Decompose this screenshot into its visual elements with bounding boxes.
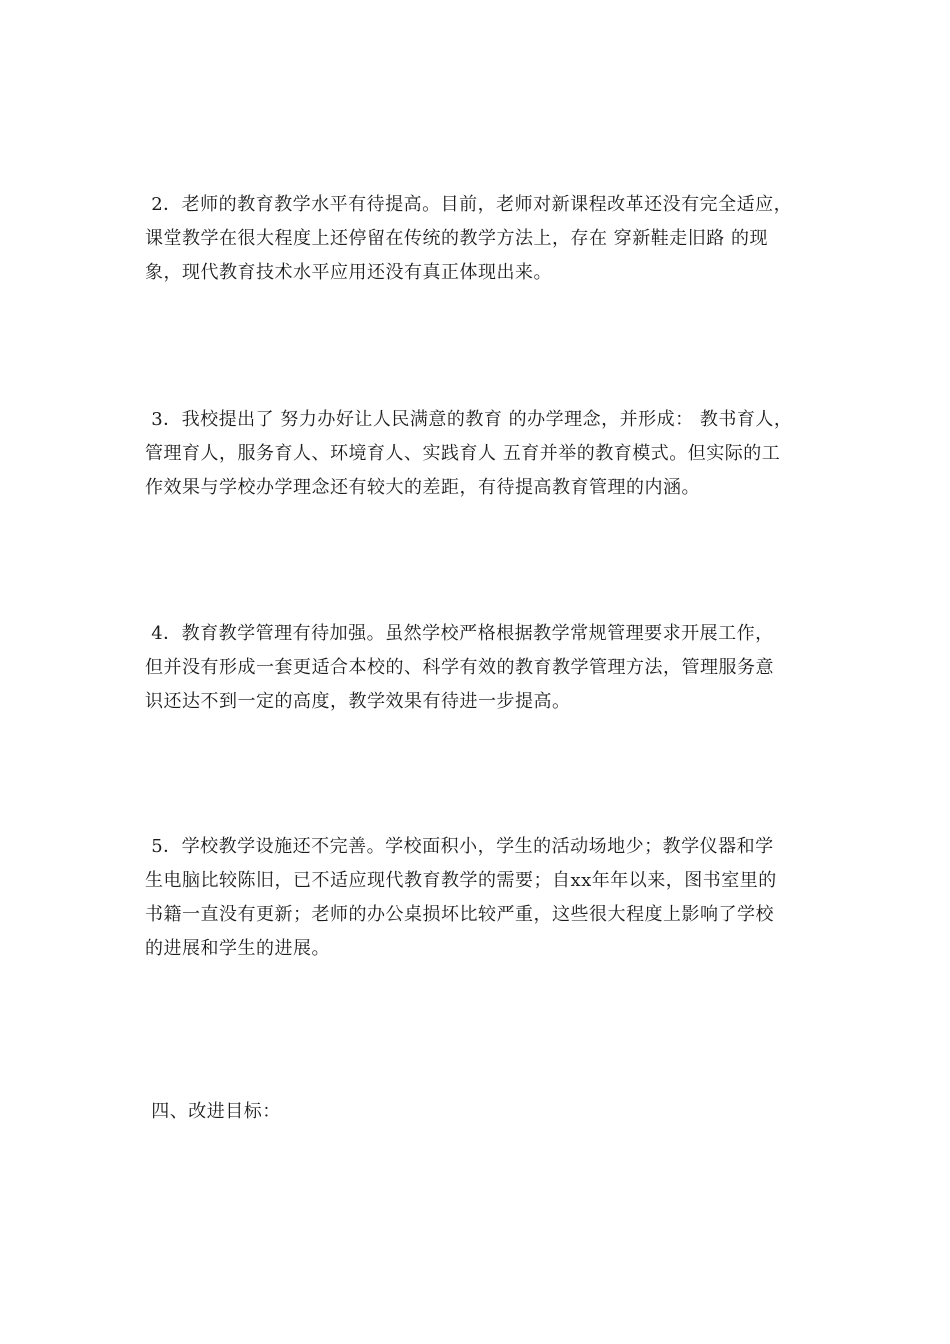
paragraph-line: 识还达不到一定的高度，教学效果有待进一步提高。	[145, 691, 571, 712]
paragraph-item-4	[145, 617, 815, 719]
paragraph-item-3	[145, 403, 815, 505]
paragraph-line: 4．教育教学管理有待加强。虽然学校严格根据教学常规管理要求开展工作，	[145, 623, 774, 644]
paragraph-line: 的进展和学生的进展。	[145, 938, 330, 959]
paragraph-line: 2．老师的教育教学水平有待提高。目前，老师对新课程改革还没有完全适应，	[145, 194, 793, 215]
paragraph-line: 课堂教学在很大程度上还停留在传统的教学方法上，存在 穿新鞋走旧路 的现	[145, 228, 768, 249]
paragraph-line: 但并没有形成一套更适合本校的、科学有效的教育教学管理方法，管理服务意	[145, 657, 774, 678]
paragraph-item-2	[145, 188, 815, 290]
paragraph-line: 书籍一直没有更新；老师的办公桌损坏比较严重，这些很大程度上影响了学校	[145, 904, 774, 925]
paragraph-line: 象，现代教育技术水平应用还没有真正体现出来。	[145, 262, 552, 283]
section-heading: 四、改进目标：	[145, 1101, 281, 1122]
paragraph-item-5	[145, 830, 815, 966]
paragraph-line: 生电脑比较陈旧，已不适应现代教育教学的需要；自xx年年以来，图书室里的	[145, 870, 777, 891]
paragraph-line: 管理育人，服务育人、环境育人、实践育人 五育并举的教育模式。但实际的工	[145, 443, 781, 464]
paragraph-line: 作效果与学校办学理念还有较大的差距，有待提高教育管理的内涵。	[145, 477, 700, 498]
paragraph-line: 3．我校提出了 努力办好让人民满意的教育 的办学理念，并形成： 教书育人，	[145, 409, 793, 430]
paragraph-line: 5．学校教学设施还不完善。学校面积小，学生的活动场地少；教学仪器和学	[145, 836, 774, 857]
